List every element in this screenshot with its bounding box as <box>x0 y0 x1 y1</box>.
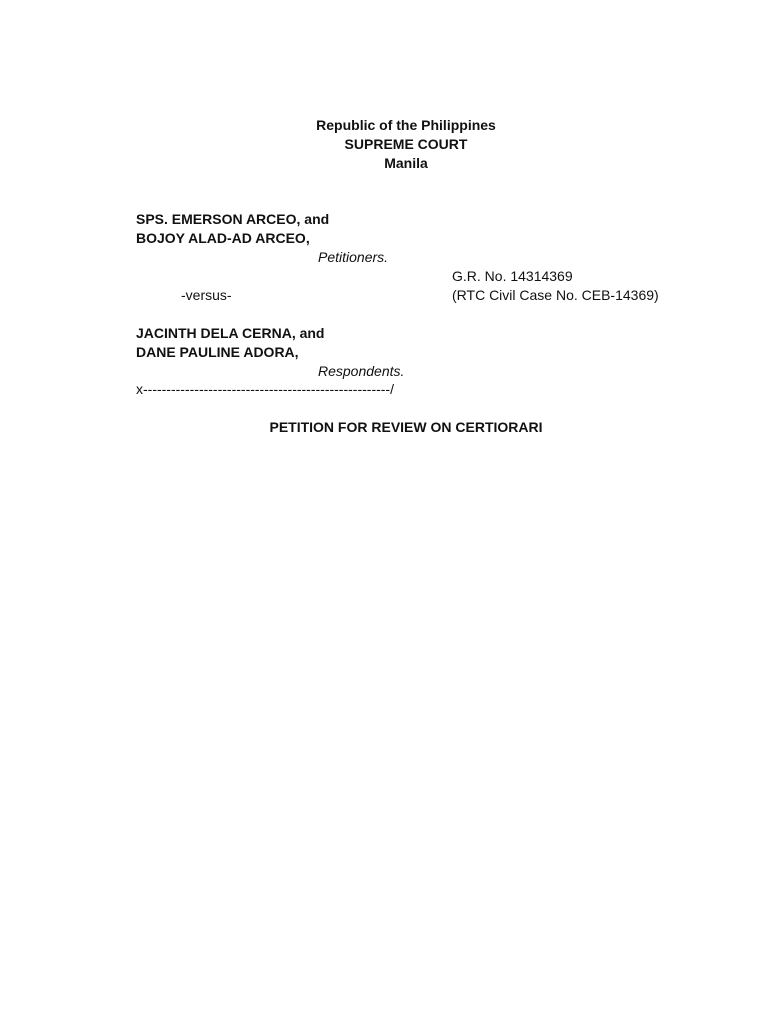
versus-label: -versus- <box>181 287 232 303</box>
document-title: PETITION FOR REVIEW ON CERTIORARI <box>269 419 543 435</box>
city-heading: Manila <box>384 155 428 171</box>
caption-separator: x-----------------------------------------------------/ <box>136 381 394 397</box>
respondent-name-line2: DANE PAULINE ADORA, <box>136 344 299 360</box>
respondents-role: Respondents. <box>318 363 405 379</box>
gr-number: G.R. No. 14314369 <box>452 268 573 284</box>
petitioner-name-line1: SPS. EMERSON ARCEO, and <box>136 211 330 227</box>
country-heading: Republic of the Philippines <box>316 117 496 133</box>
rtc-case-number: (RTC Civil Case No. CEB-14369) <box>452 287 659 303</box>
petitioner-name-line2: BOJOY ALAD-AD ARCEO, <box>136 230 310 246</box>
respondent-name-line1: JACINTH DELA CERNA, and <box>136 325 325 341</box>
court-heading: SUPREME COURT <box>344 136 468 152</box>
petitioners-role: Petitioners. <box>318 249 389 265</box>
